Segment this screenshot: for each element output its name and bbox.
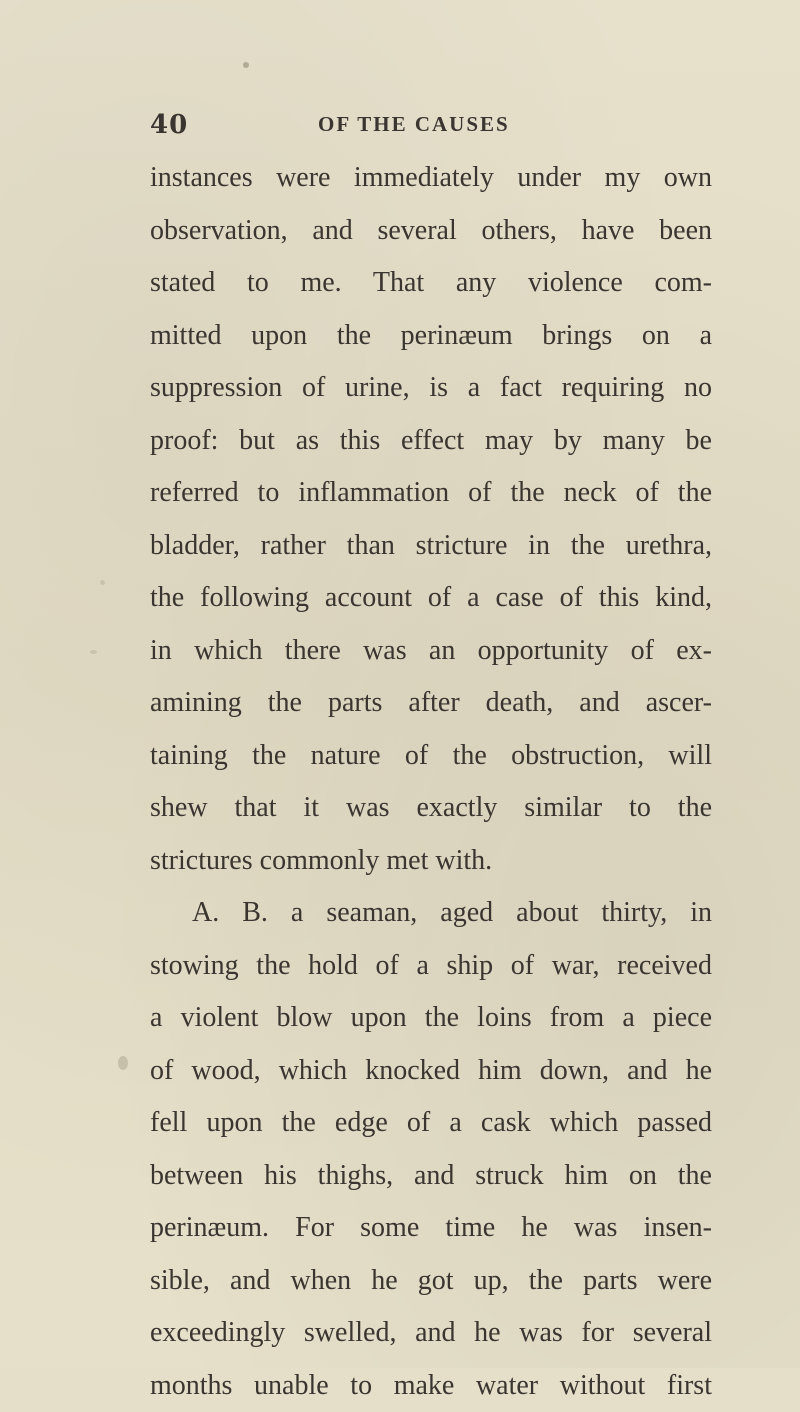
text-line: amining the parts after death, and ascer- bbox=[150, 677, 712, 730]
text-line: proof: but as this effect may by many be bbox=[150, 415, 712, 468]
text-line: the following account of a case of this kind, bbox=[150, 572, 712, 625]
text-line: taining the nature of the obstruction, will bbox=[150, 730, 712, 783]
page-header bbox=[150, 110, 710, 150]
text-line: months unable to make water without first bbox=[150, 1360, 712, 1412]
page-number: 40 bbox=[150, 110, 188, 140]
text-line: stated to me. That any violence com- bbox=[150, 257, 712, 310]
text-line: mitted upon the perinæum brings on a bbox=[150, 310, 712, 363]
text-line: suppression of urine, is a fact requiring no bbox=[150, 362, 712, 415]
ink-speck bbox=[100, 580, 105, 585]
text-line: in which there was an opportunity of ex- bbox=[150, 625, 712, 678]
text-line: stowing the hold of a ship of war, received bbox=[150, 940, 712, 993]
text-line: sible, and when he got up, the parts were bbox=[150, 1255, 712, 1308]
text-line: strictures commonly met with. bbox=[150, 835, 712, 888]
ink-speck bbox=[90, 650, 97, 654]
text-line: of wood, which knocked him down, and he bbox=[150, 1045, 712, 1098]
text-line: shew that it was exactly similar to the bbox=[150, 782, 712, 835]
text-line: observation, and several others, have been bbox=[150, 205, 712, 258]
text-line: referred to inflammation of the neck of the bbox=[150, 467, 712, 520]
text-line: a violent blow upon the loins from a piece bbox=[150, 992, 712, 1045]
ink-speck bbox=[243, 62, 249, 68]
text-line: instances were immediately under my own bbox=[150, 152, 712, 205]
text-line: fell upon the edge of a cask which passed bbox=[150, 1097, 712, 1150]
text-line: A. B. a seaman, aged about thirty, in bbox=[150, 887, 712, 940]
text-line: bladder, rather than stricture in the urethra, bbox=[150, 520, 712, 573]
text-line: perinæum. For some time he was insen- bbox=[150, 1202, 712, 1255]
ink-speck bbox=[118, 1056, 128, 1070]
running-head: OF THE CAUSES bbox=[318, 112, 510, 137]
body-text bbox=[150, 152, 712, 1412]
text-line: between his thighs, and struck him on the bbox=[150, 1150, 712, 1203]
text-line: exceedingly swelled, and he was for several bbox=[150, 1307, 712, 1360]
